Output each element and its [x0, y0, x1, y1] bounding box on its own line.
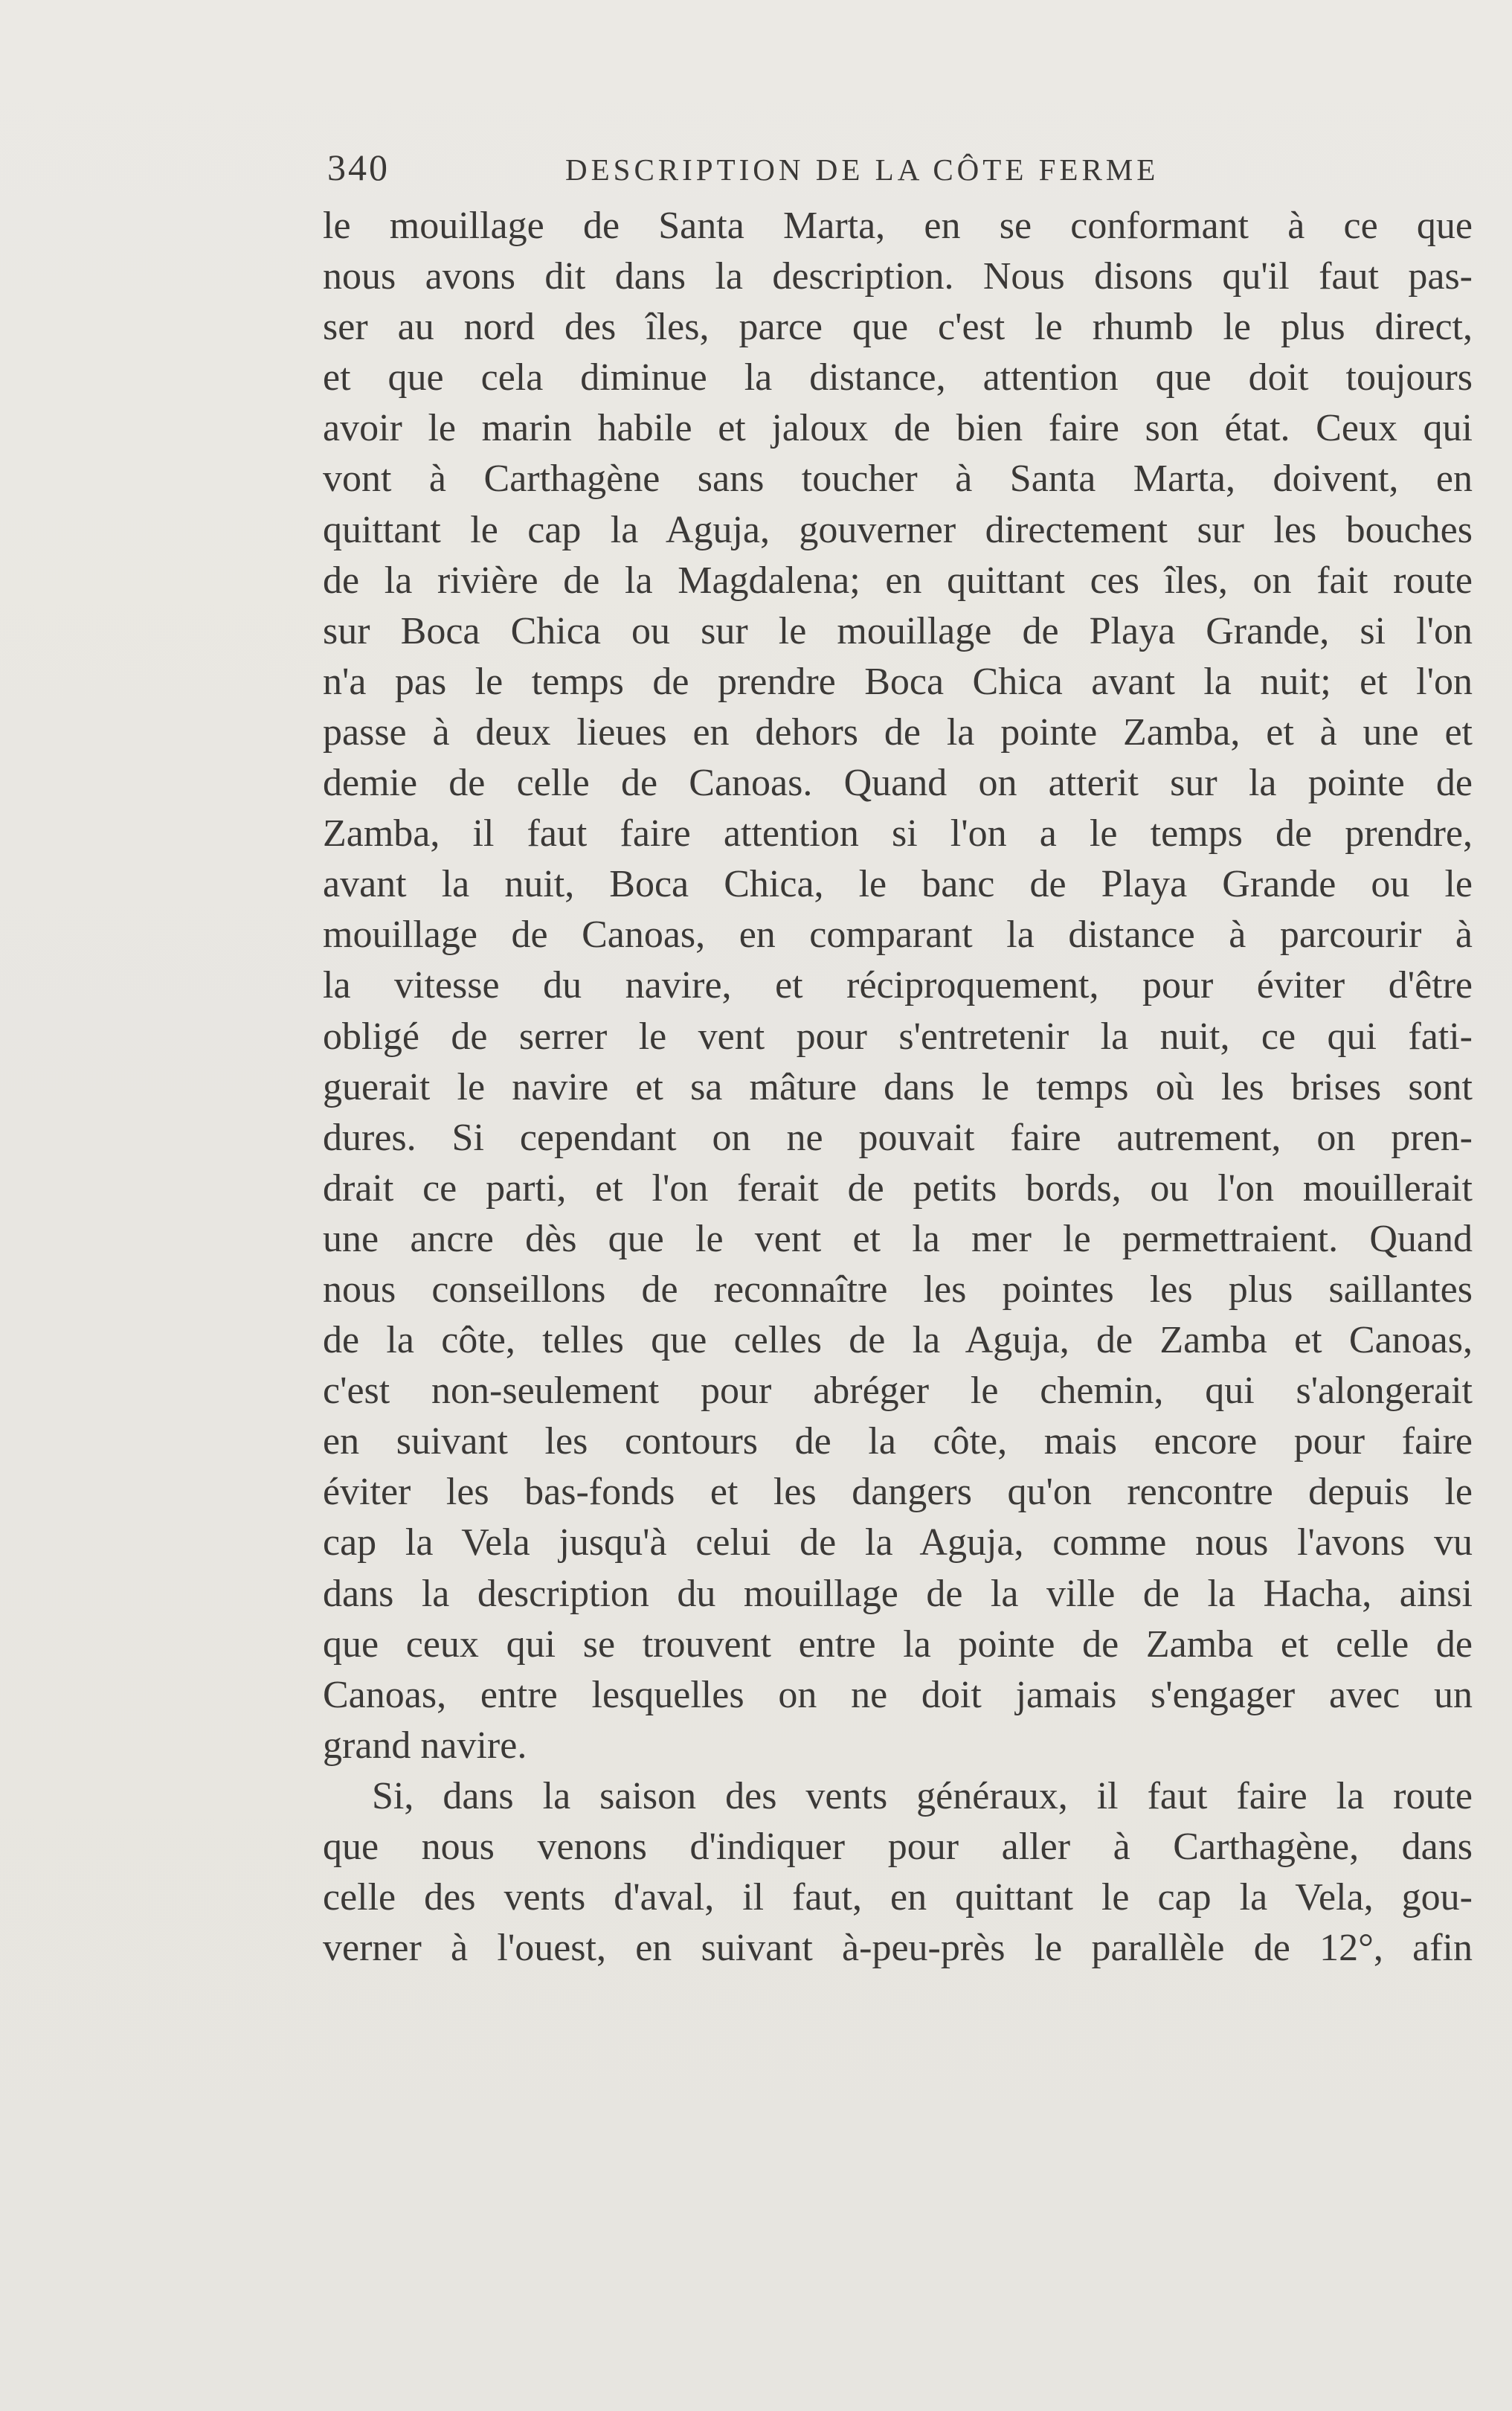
text-line: nous conseillons de reconnaître les pointes les plus saillantes: [323, 1268, 1473, 1311]
text-line: vont à Carthagène sans toucher à Santa Marta, doivent, en: [323, 458, 1473, 501]
text-line: n'a pas le temps de prendre Boca Chica avant la nuit; et l'on: [323, 660, 1473, 703]
text-line: ser au nord des îles, parce que c'est le rhumb le plus direct,: [323, 306, 1473, 349]
page-number: 340: [327, 147, 390, 188]
text-line: une ancre dès que le vent et la mer le permettraient. Quand: [323, 1217, 1473, 1260]
text-line: et que cela diminue la distance, attention que doit toujours: [323, 356, 1473, 399]
text-line: demie de celle de Canoas. Quand on atterit sur la pointe de: [323, 762, 1473, 805]
text-line: avoir le marin habile et jaloux de bien faire son état. Ceux qui: [323, 407, 1473, 450]
text-line: Si, dans la saison des vents généraux, il faut faire la route: [372, 1774, 1473, 1817]
body-text: [323, 201, 1473, 1974]
text-line: obligé de serrer le vent pour s'entretenir la nuit, ce qui fati-: [323, 1015, 1473, 1058]
text-line: grand navire.: [323, 1724, 527, 1767]
text-line: avant la nuit, Boca Chica, le banc de Playa Grande ou le: [323, 863, 1473, 906]
text-line: que ceux qui se trouvent entre la pointe de Zamba et celle de: [323, 1622, 1473, 1666]
text-line: dures. Si cependant on ne pouvait faire autrement, on pren-: [323, 1116, 1473, 1159]
text-line: que nous venons d'indiquer pour aller à Carthagène, dans: [323, 1826, 1473, 1868]
page-header: [327, 146, 1257, 198]
text-line: la vitesse du navire, et réciproquement, pour éviter d'être: [323, 964, 1473, 1007]
text-line: guerait le navire et sa mâture dans le temps où les brises sont: [323, 1065, 1473, 1108]
text-line: cap la Vela jusqu'à celui de la Aguja, comme nous l'avons vu: [323, 1521, 1473, 1564]
text-line: le mouillage de Santa Marta, en se conformant à ce que: [323, 205, 1473, 247]
text-line: de la côte, telles que celles de la Aguja, de Zamba et Canoas,: [323, 1319, 1473, 1362]
text-line: Zamba, il faut faire attention si l'on a le temps de prendre,: [323, 812, 1473, 855]
text-line: dans la description du mouillage de la ville de la Hacha, ainsi: [323, 1572, 1473, 1615]
paragraph-2: [323, 1771, 1473, 1974]
text-line: celle des vents d'aval, il faut, en quittant le cap la Vela, gou-: [323, 1876, 1473, 1919]
text-line: en suivant les contours de la côte, mais encore pour faire: [323, 1420, 1473, 1463]
text-line: éviter les bas-fonds et les dangers qu'on rencontre depuis le: [323, 1471, 1473, 1514]
text-line: Canoas, entre lesquelles on ne doit jamais s'engager avec un: [323, 1673, 1473, 1716]
running-title: DESCRIPTION DE LA CÔTE FERME: [565, 153, 1159, 187]
text-line: verner à l'ouest, en suivant à-peu-près le parallèle de 12°, afin: [323, 1927, 1473, 1970]
text-line: passe à deux lieues en dehors de la pointe Zamba, et à une et: [323, 710, 1473, 754]
paragraph-1: [323, 201, 1473, 1771]
text-line: nous avons dit dans la description. Nous disons qu'il faut pas-: [323, 255, 1473, 298]
text-line: sur Boca Chica ou sur le mouillage de Playa Grande, si l'on: [323, 609, 1473, 652]
text-line: drait ce parti, et l'on ferait de petits bords, ou l'on mouillerait: [323, 1166, 1473, 1210]
text-line: de la rivière de la Magdalena; en quittant ces îles, on fait route: [323, 559, 1473, 602]
text-line: c'est non-seulement pour abréger le chemin, qui s'alongerait: [323, 1370, 1473, 1413]
text-line: mouillage de Canoas, en comparant la distance à parcourir à: [323, 914, 1473, 957]
text-line: quittant le cap la Aguja, gouverner directement sur les bouches: [323, 508, 1473, 551]
